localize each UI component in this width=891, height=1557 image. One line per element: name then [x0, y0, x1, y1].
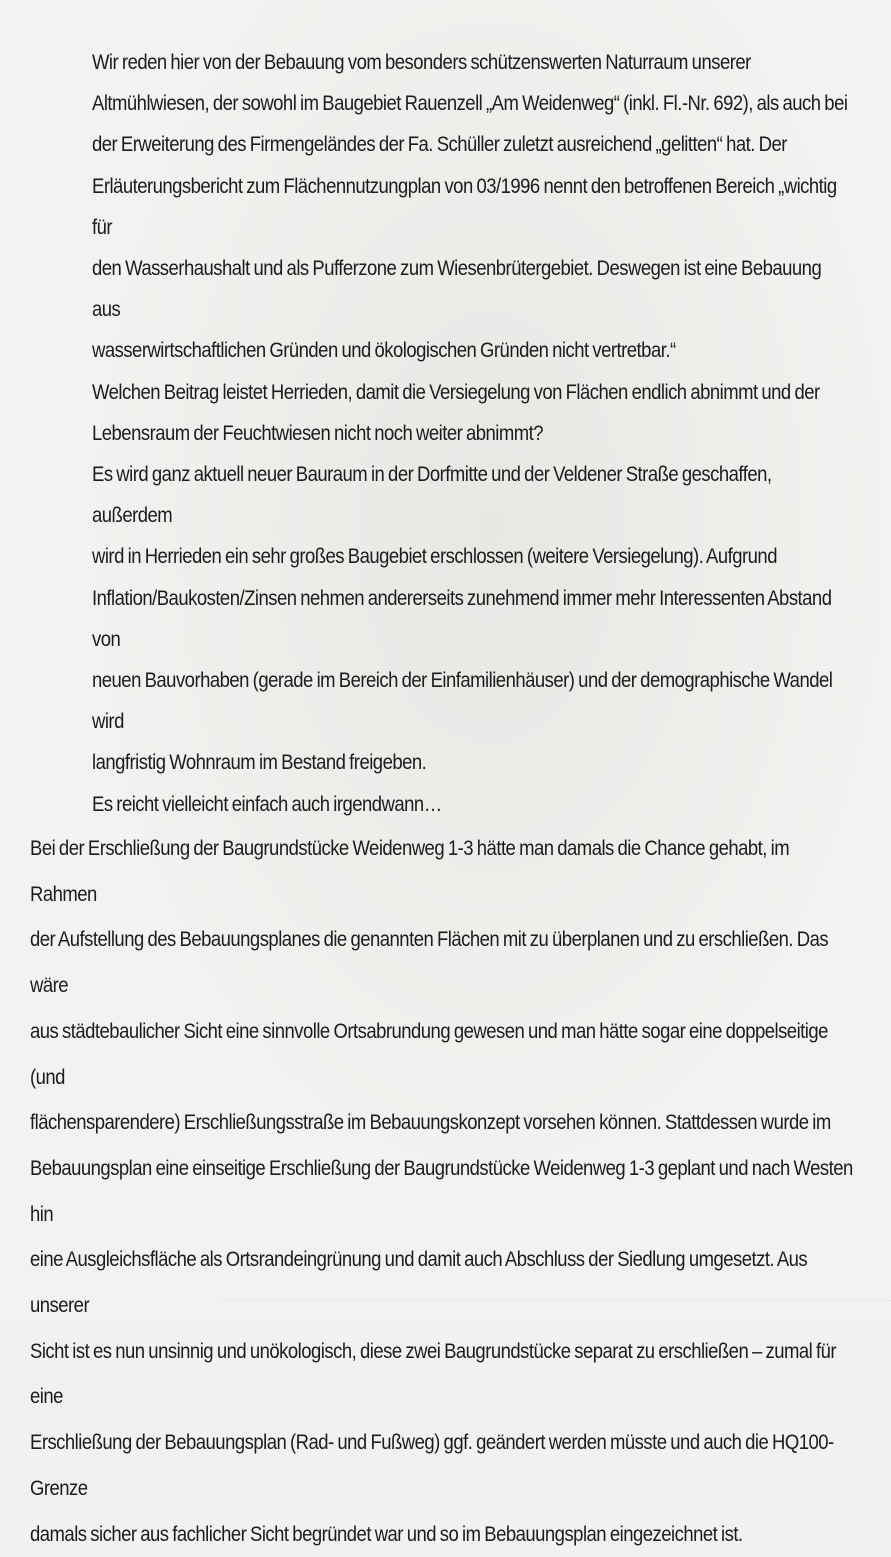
- quoted-statement-block: [92, 42, 852, 825]
- quote-line: langfristig Wohnraum im Bestand freigeben.: [92, 750, 427, 775]
- quote-line: wird in Herrieden ein sehr großes Baugebiet erschlossen (weitere Versiegelung). Aufgrund: [92, 544, 777, 569]
- quote-line: Wir reden hier von der Bebauung vom besonders schützenswerten Naturraum unserer: [92, 50, 751, 74]
- paragraph-line: Bei der Erschließung der Baugrundstücke Weidenweg 1-3 hätte man damals die Chance gehabt, im Rahmen: [30, 836, 790, 906]
- quote-line: Lebensraum der Feuchtwiesen nicht noch weiter abnimmt?: [92, 420, 544, 445]
- quote-line: Es wird ganz aktuell neuer Bauraum in der Dorfmitte und der Veldener Straße geschaffen, außerdem: [92, 462, 772, 528]
- quote-line: Welchen Beitrag leistet Herrieden, damit die Versiegelung von Flächen endlich abnimmt und der: [92, 379, 820, 404]
- quote-line: Inflation/Baukosten/Zinsen nehmen andererseits zunehmend immer mehr Interessenten Abstand von: [92, 585, 832, 651]
- paragraph-line: Sicht ist es nun unsinnig und unökologisch, diese zwei Baugrundstücke separat zu erschließen – zumal für eine: [30, 1338, 837, 1409]
- quote-line: wasserwirtschaftlichen Gründen und ökologischen Gründen nicht vertretbar.“: [92, 338, 676, 363]
- quote-line: Altmühlwiesen, der sowohl im Baugebiet Rauenzell „Am Weidenweg“ (inkl. Fl.-Nr. 692), als auch bei: [92, 91, 848, 116]
- quote-line: Es reicht vielleicht einfach auch irgendwann…: [92, 791, 442, 816]
- main-paragraph: [30, 826, 860, 1557]
- paragraph-line: Bebauungsplan eine einseitige Erschließung der Baugrundstücke Weidenweg 1-3 geplant und nach Westen hin: [30, 1155, 853, 1226]
- paragraph-line: damals sicher aus fachlicher Sicht begründet war und so im Bebauungsplan eingezeichnet ist.: [30, 1521, 743, 1546]
- paragraph-line: eine Ausgleichsfläche als Ortsrandeingrünung und damit auch Abschluss der Siedlung umgesetzt. Aus unserer: [30, 1247, 808, 1318]
- quote-line: den Wasserhaushalt und als Pufferzone zum Wiesenbrütergebiet. Deswegen ist eine Bebauung aus: [92, 256, 822, 322]
- quote-line: Erläuterungsbericht zum Flächennutzungplan von 03/1996 nennt den betroffenen Bereich „wichtig für: [92, 173, 837, 239]
- scan-bleed-through: [220, 1300, 891, 1315]
- paragraph-line: flächensparendere) Erschließungsstraße im Bebauungskonzept vorsehen können. Stattdessen wurde im: [30, 1110, 831, 1135]
- paragraph-line: aus städtebaulicher Sicht eine sinnvolle Ortsabrundung gewesen und man hätte sogar eine doppelseitige (und: [30, 1018, 828, 1089]
- paragraph-line: Erschließung der Bebauungsplan (Rad- und Fußweg) ggf. geändert werden müsste und auch die HQ100-Grenze: [30, 1430, 834, 1500]
- quote-line: der Erweiterung des Firmengeländes der Fa. Schüller zuletzt ausreichend „gelitten“ hat. Der: [92, 132, 787, 157]
- quote-line: neuen Bauvorhaben (gerade im Bereich der Einfamilienhäuser) und der demographische Wandel wird: [92, 668, 833, 734]
- paragraph-line: der Aufstellung des Bebauungsplanes die genannten Flächen mit zu überplanen und zu erschließen. Das wäre: [30, 927, 829, 998]
